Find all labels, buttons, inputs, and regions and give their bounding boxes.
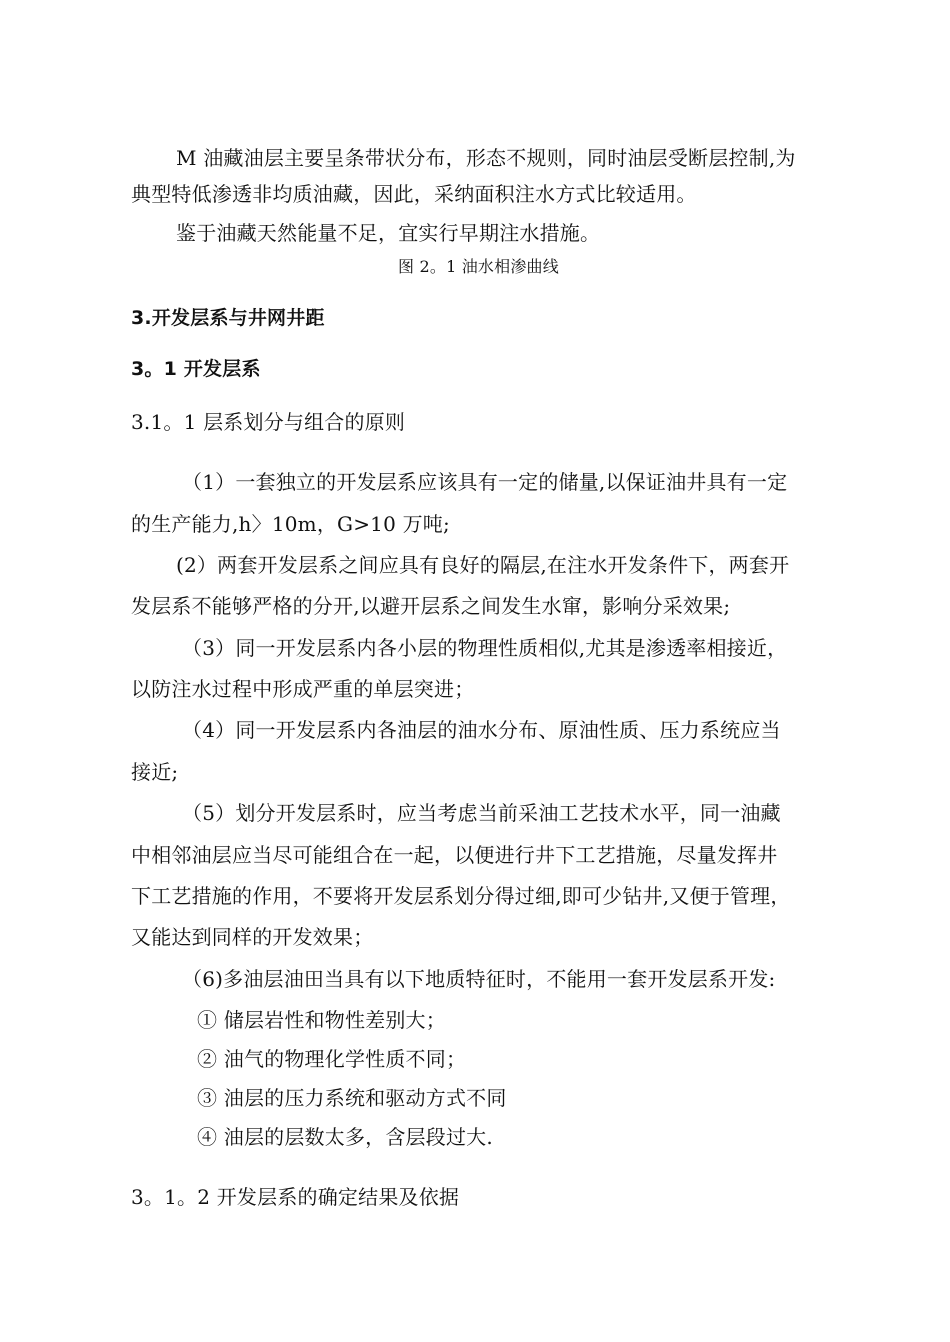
subsubsection-heading: 3。1。2 开发层系的确定结果及依据 [131,1185,460,1209]
section-heading: 3.开发层系与井网井距 [131,307,325,329]
subsection-heading: 3。1 开发层系 [131,358,261,380]
intro-paragraph-line: M 油藏油层主要呈条带状分布，形态不规则，同时油层受断层控制,为 [176,146,796,170]
sub-list-item: ② 油气的物理化学性质不同； [197,1047,467,1071]
list-item-line: （4）同一开发层系内各油层的油水分布、原油性质、压力系统应当 [182,718,781,742]
list-item-line: （5）划分开发层系时，应当考虑当前采油工艺技术水平，同一油藏 [182,801,781,825]
list-item-line: 发层系不能够严格的分开,以避开层系之间发生水窜，影响分采效果; [131,594,731,618]
intro-paragraph: 鉴于油藏天然能量不足，宜实行早期注水措施。 [176,221,601,245]
list-item-line: （3）同一开发层系内各小层的物理性质相似,尤其是渗透率相接近， [182,636,788,660]
list-item-line: 以防注水过程中形成严重的单层突进； [131,677,475,701]
list-item-line: (2）两套开发层系之间应具有良好的隔层,在注水开发条件下，两套开 [176,553,790,577]
subsubsection-heading: 3.1。1 层系划分与组合的原则 [131,410,406,434]
list-item-line: 的生产能力,h〉10m，G>10 万吨; [131,512,450,536]
sub-list-item: ① 储层岩性和物性差别大； [197,1008,446,1032]
list-item-line: （6)多油层油田当具有以下地质特征时，不能用一套开发层系开发: [182,967,776,991]
list-item-line: 接近; [131,760,179,784]
sub-list-item: ③ 油层的压力系统和驱动方式不同 [197,1086,507,1110]
list-item-line: （1）一套独立的开发层系应该具有一定的储量,以保证油井具有一定 [182,470,788,494]
list-item-line: 又能达到同样的开发效果； [131,925,374,949]
sub-list-item: ④ 油层的层数太多，含层段过大. [197,1125,493,1149]
intro-paragraph-line: 典型特低渗透非均质油藏，因此，采纳面积注水方式比较适用。 [131,182,697,206]
list-item-line: 中相邻油层应当尽可能组合在一起，以便进行井下工艺措施，尽量发挥井 [131,843,778,867]
figure-caption: 图 2。1 油水相渗曲线 [398,257,559,276]
list-item-line: 下工艺措施的作用，不要将开发层系划分得过细,即可少钻井,又便于管理， [131,884,791,908]
